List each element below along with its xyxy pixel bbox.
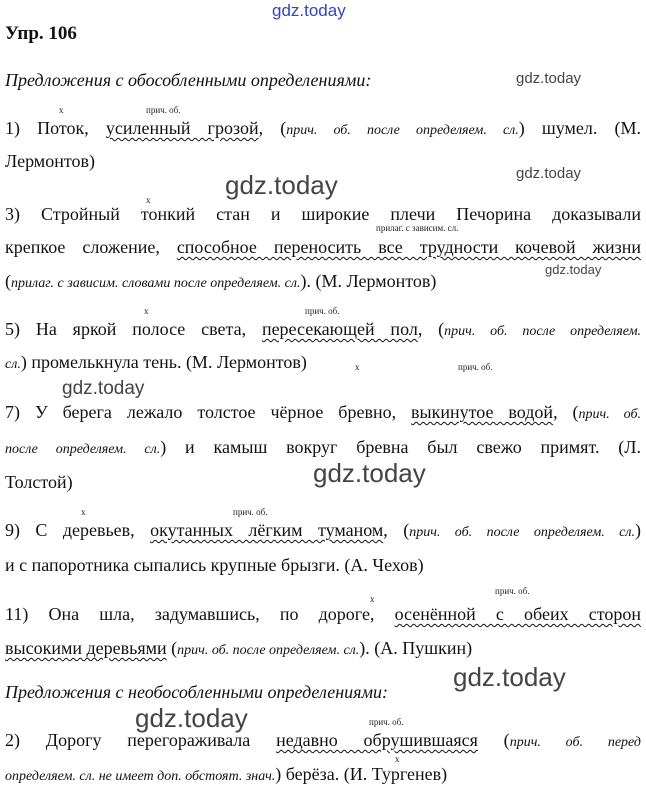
sentence-3-line-1: 3) Стройный тонкий стан и широкие плечи Печорина доказывали — [5, 204, 641, 224]
text: ( — [166, 638, 178, 658]
text: , ( — [258, 118, 287, 138]
text: 11) Она шла, задумавшись, по дороге, — [5, 604, 395, 624]
grammar-note: определяем. сл. не имеет доп. обстоят. знач. — [5, 769, 276, 784]
sentence-2-line-2 — [5, 763, 641, 788]
adjective-phrase: способное переносить все трудности кочевой жизни — [176, 237, 641, 257]
participial-phrase: окутанных лёгким туманом — [150, 520, 384, 540]
sentence-5-line-2 — [5, 351, 641, 376]
text: 5) На яркой полосе света, — [5, 319, 262, 339]
subject-mark: x — [395, 754, 400, 764]
grammar-note: прич. об. после определяем. сл. — [177, 643, 360, 658]
text: , ( — [553, 402, 579, 422]
participle-mark: прич. об. — [233, 507, 268, 517]
watermark: gdz.today — [62, 378, 145, 399]
grammar-note: прилаг. с зависим. словами после определяем. сл. — [11, 276, 301, 291]
text: ). (А. Пушкин) — [359, 638, 473, 658]
subject-mark: x — [146, 195, 151, 205]
grammar-note: прич. об. — [578, 407, 642, 422]
participial-phrase: осенённой с обеих сторон — [394, 604, 641, 624]
participle-mark: прич. об. — [495, 586, 530, 596]
adjective-mark: прилаг. с зависим. сл. — [376, 223, 459, 233]
grammar-note: прич. об. после определяем. — [444, 324, 642, 339]
sentence-3-line-2 — [5, 236, 641, 258]
text: ) берёза. (И. Тургенев) — [275, 764, 448, 784]
text: крепкое сложение, — [5, 237, 177, 257]
watermark: gdz.today — [516, 165, 582, 182]
exercise-heading: Упр. 106 — [5, 23, 77, 44]
subject-mark: x — [144, 306, 149, 316]
watermark: gdz.today — [313, 458, 426, 488]
subject-mark: x — [370, 594, 375, 604]
watermark: gdz.today — [453, 662, 566, 692]
participial-phrase: пересекающей пол — [261, 319, 418, 339]
watermark: gdz.today — [272, 1, 346, 20]
watermark: gdz.today — [135, 703, 248, 733]
subject-mark: x — [81, 507, 86, 517]
watermark: gdz.today — [516, 70, 582, 87]
grammar-note: прич. об. перед — [509, 735, 642, 750]
sentence-1-line-2: Лермонтов) — [5, 151, 95, 171]
sentence-7-line-1 — [5, 401, 641, 426]
text: ( — [477, 730, 510, 750]
grammar-note: прич. об. после определяем. сл. — [409, 525, 635, 540]
text: 2) Дорогу перегораживала — [5, 730, 277, 750]
participle-mark: прич. об. — [146, 105, 181, 115]
grammar-note: прич. об. после определяем. сл. — [286, 123, 519, 138]
text: 1) Поток, — [5, 118, 106, 138]
participial-phrase: выкинутое водой — [411, 402, 554, 422]
text: 9) С деревьев, — [5, 520, 151, 540]
watermark: gdz.today — [225, 170, 338, 200]
participle-phrase: недавно обрушившаяся — [276, 730, 478, 750]
sentence-7-line-3: Толстой) — [5, 472, 73, 492]
text: ) промелькнула тень. (М. Лермонтов) — [20, 352, 307, 372]
sentence-9-line-2: и с папоротника сыпались крупные брызги. (А. Чехов) — [5, 555, 424, 575]
grammar-note: сл. — [5, 357, 21, 372]
text: , ( — [383, 520, 410, 540]
sentence-5-line-1 — [5, 318, 641, 343]
section-title-separated: Предложения с обособленными определениями: — [5, 70, 372, 90]
watermark: gdz.today — [545, 262, 602, 277]
section-title-non-separated: Предложения с необособленными определениями: — [5, 682, 389, 702]
participle-mark: прич. об. — [458, 362, 493, 372]
subject-mark: x — [59, 105, 64, 115]
text: , ( — [417, 319, 445, 339]
text: 7) У берега лежало толстое чёрное бревно, — [5, 402, 412, 422]
sentence-9-line-1 — [5, 519, 641, 544]
grammar-note: после определяем. сл. — [5, 442, 161, 457]
sentence-11-line-2 — [5, 637, 641, 662]
sentence-3-line-3 — [5, 270, 641, 295]
sentence-1-line-1 — [5, 117, 641, 142]
text: ( — [5, 271, 11, 291]
text: ). (М. Лермонтов) — [300, 271, 437, 291]
text: ) — [634, 520, 641, 540]
sentence-11-line-1 — [5, 603, 641, 625]
participle-mark: прич. об. — [305, 306, 340, 316]
text: ) и камыш вокруг бревна был свежо примят. (Л. — [160, 437, 641, 457]
sentence-2-line-1 — [5, 729, 641, 754]
text: ) шумел. (М. — [518, 118, 642, 138]
participle-mark: прич. об. — [369, 717, 404, 727]
participial-phrase: усиленный грозой — [105, 118, 259, 138]
participial-phrase: высокими деревьями — [5, 638, 167, 658]
subject-mark: x — [355, 362, 360, 372]
sentence-7-line-2 — [5, 436, 641, 461]
